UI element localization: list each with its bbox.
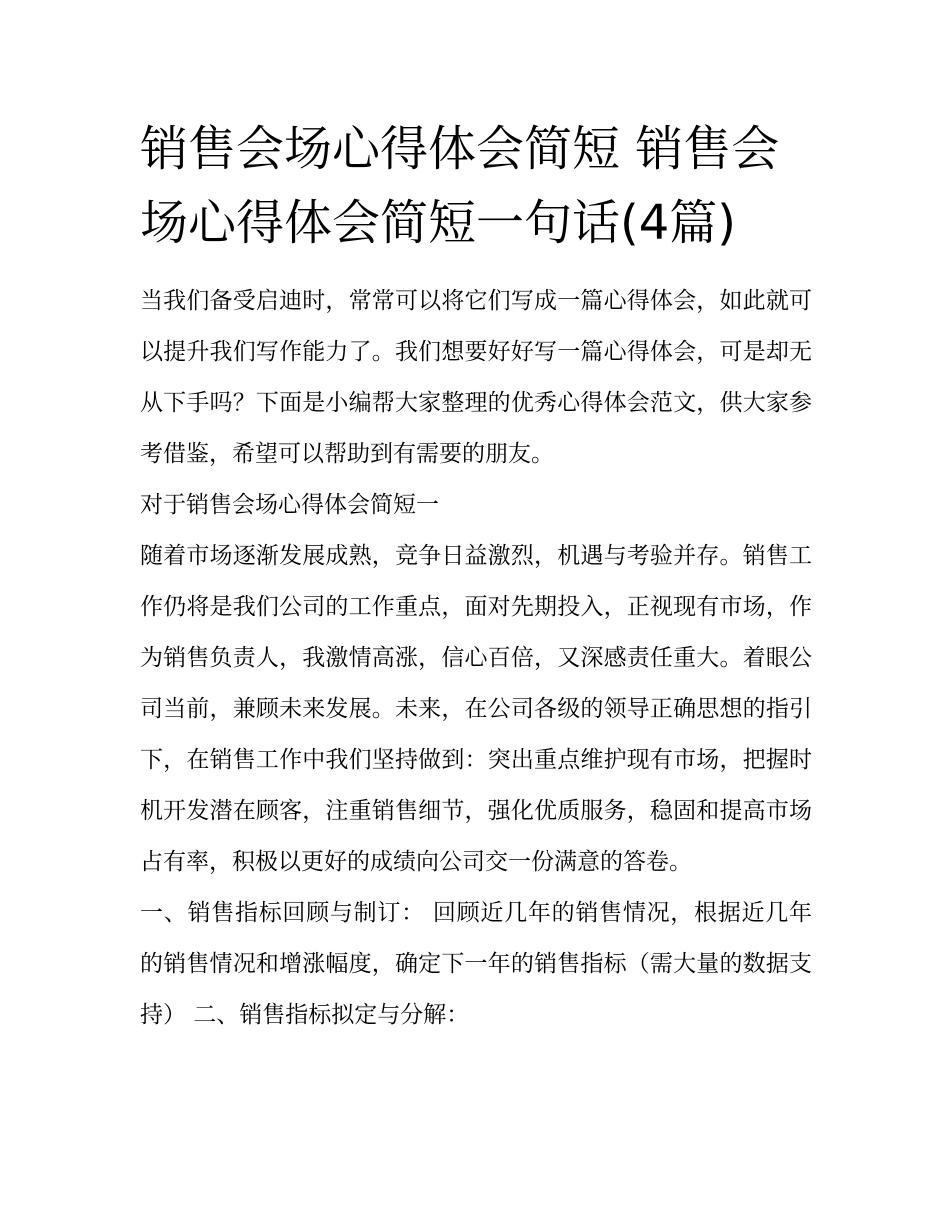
- document-title: 销售会场心得体会简短 销售会场心得体会简短一句话(4篇): [140, 121, 780, 251]
- document-body: [140, 112, 812, 1041]
- section-heading: 对于销售会场心得体会简短一: [140, 492, 439, 518]
- sales-target-paragraph: 一、销售指标回顾与制订： 回顾近几年的销售情况，根据近几年的销售情况和增涨幅度，确定下一年的销售指标（需大量的数据支持） 二、销售指标拟定与分解：: [140, 900, 812, 1028]
- body-paragraph: 随着市场逐渐发展成熟，竞争日益激烈，机遇与考验并存。销售工作仍将是我们公司的工作重点，面对先期投入，正视现有市场，作为销售负责人，我激情高涨，信心百倍，又深感责任重大。着眼公司当前，兼顾未来发展。未来，在公司各级的领导正确思想的指引下，在销售工作中我们坚持做到：突出重点维护现有市场，把握时机开发潜在顾客，注重销售细节，强化优质服务，稳固和提高市场占有率，积极以更好的成绩向公司交一份满意的答卷。: [140, 543, 812, 875]
- intro-paragraph: 当我们备受启迪时，常常可以将它们写成一篇心得体会，如此就可以提升我们写作能力了。我们想要好好写一篇心得体会，可是却无从下手吗？下面是小编帮大家整理的优秀心得体会范文，供大家参考借鉴，希望可以帮助到有需要的朋友。: [140, 288, 812, 467]
